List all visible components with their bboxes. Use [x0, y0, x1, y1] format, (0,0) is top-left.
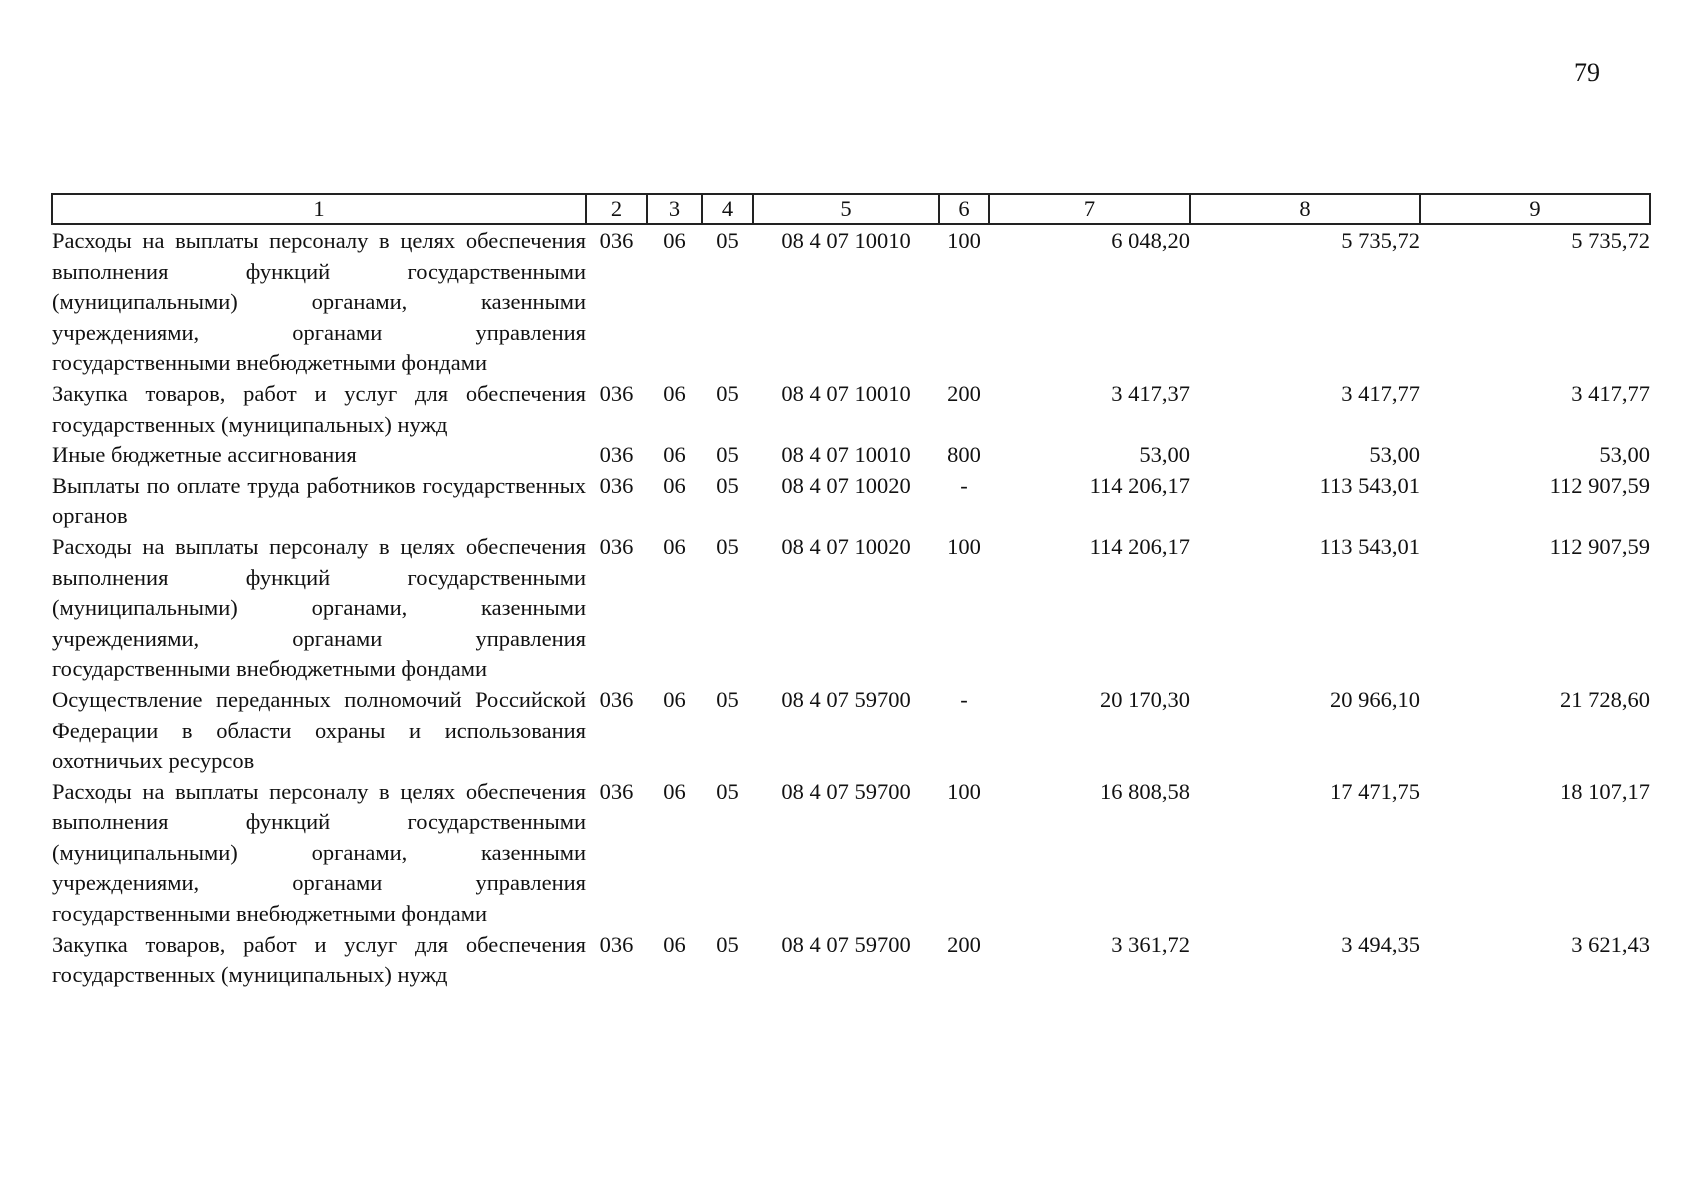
row-rz: 06	[663, 931, 686, 957]
row-description: Расходы на выплаты персоналу в целях обеспечения выполнения функций государственными (муниципальными) органами, казенными учреждениями, органами управления государственными внебюджетными фондами	[52, 778, 586, 927]
table-row	[52, 471, 1650, 532]
row-csr: 08 4 07 59700	[781, 778, 911, 804]
row-grbs: 036	[599, 533, 634, 559]
row-vr: 800	[947, 442, 981, 468]
table-row	[52, 440, 1650, 471]
col-header-9: 9	[1420, 194, 1650, 224]
row-grbs: 036	[599, 686, 634, 712]
row-vr: 200	[947, 380, 981, 406]
row-value-7: 3 417,37	[1111, 380, 1190, 406]
row-value-9: 5 735,72	[1571, 228, 1650, 253]
row-vr: 200	[947, 931, 981, 957]
col-header-6: 6	[939, 194, 989, 224]
row-rz: 06	[663, 472, 686, 498]
table-row	[52, 532, 1650, 685]
row-grbs: 036	[599, 380, 634, 406]
row-pr: 05	[716, 472, 739, 498]
header-row	[52, 194, 1650, 224]
col-header-1: 1	[52, 194, 586, 224]
row-grbs: 036	[599, 228, 634, 253]
page-number: 79	[1574, 58, 1600, 87]
table-row	[52, 685, 1650, 777]
row-value-9: 21 728,60	[1560, 686, 1650, 712]
row-csr: 08 4 07 10010	[781, 380, 911, 406]
row-pr: 05	[716, 533, 739, 559]
row-value-8: 3 417,77	[1341, 380, 1420, 406]
row-value-8: 113 543,01	[1319, 533, 1420, 559]
row-csr: 08 4 07 59700	[781, 931, 911, 957]
budget-table	[51, 193, 1651, 991]
row-description: Расходы на выплаты персоналу в целях обеспечения выполнения функций государственными (муниципальными) органами, казенными учреждениями, органами управления государственными внебюджетными фондами	[52, 228, 586, 376]
table-row	[52, 379, 1650, 440]
row-value-7: 16 808,58	[1100, 778, 1190, 804]
row-rz: 06	[663, 380, 686, 406]
row-description: Выплаты по оплате труда работников государственных органов	[52, 472, 586, 529]
row-csr: 08 4 07 10020	[781, 472, 911, 498]
row-value-7: 3 361,72	[1111, 931, 1190, 957]
row-pr: 05	[716, 380, 739, 406]
col-header-4: 4	[702, 194, 753, 224]
row-description: Осуществление переданных полномочий Российской Федерации в области охраны и использования охотничьих ресурсов	[52, 686, 586, 774]
table-row	[52, 224, 1650, 379]
row-value-9: 18 107,17	[1560, 778, 1650, 804]
row-pr: 05	[716, 686, 739, 712]
row-description: Расходы на выплаты персоналу в целях обеспечения выполнения функций государственными (муниципальными) органами, казенными учреждениями, органами управления государственными внебюджетными фондами	[52, 533, 586, 682]
col-header-7: 7	[989, 194, 1190, 224]
row-pr: 05	[716, 931, 739, 957]
row-value-7: 6 048,20	[1111, 228, 1190, 253]
row-rz: 06	[663, 533, 686, 559]
row-rz: 06	[663, 228, 686, 253]
table-row	[52, 930, 1650, 991]
row-pr: 05	[716, 442, 739, 468]
row-vr: 100	[947, 533, 981, 559]
row-pr: 05	[716, 778, 739, 804]
row-value-7: 114 206,17	[1089, 472, 1190, 498]
row-csr: 08 4 07 10010	[781, 228, 911, 253]
row-value-9: 53,00	[1599, 442, 1650, 468]
col-header-8: 8	[1190, 194, 1420, 224]
row-value-9: 3 621,43	[1571, 931, 1650, 957]
row-vr: -	[960, 472, 968, 498]
row-value-8: 53,00	[1369, 442, 1420, 468]
row-grbs: 036	[599, 442, 634, 468]
row-value-8: 17 471,75	[1330, 778, 1420, 804]
row-value-9: 112 907,59	[1549, 472, 1650, 498]
row-csr: 08 4 07 10010	[781, 442, 911, 468]
row-rz: 06	[663, 778, 686, 804]
row-value-7: 20 170,30	[1100, 686, 1190, 712]
row-value-8: 20 966,10	[1330, 686, 1420, 712]
col-header-3: 3	[647, 194, 702, 224]
table-row	[52, 777, 1650, 930]
row-value-8: 113 543,01	[1319, 472, 1420, 498]
row-csr: 08 4 07 10020	[781, 533, 911, 559]
row-description: Закупка товаров, работ и услуг для обеспечения государственных (муниципальных) нужд	[52, 931, 586, 988]
row-vr: 100	[947, 778, 981, 804]
col-header-5: 5	[753, 194, 939, 224]
row-vr: 100	[947, 228, 981, 253]
col-header-2: 2	[586, 194, 647, 224]
row-csr: 08 4 07 59700	[781, 686, 911, 712]
row-value-8: 5 735,72	[1341, 228, 1420, 253]
row-grbs: 036	[599, 778, 634, 804]
row-description: Иные бюджетные ассигнования	[52, 442, 357, 468]
row-value-7: 114 206,17	[1089, 533, 1190, 559]
row-vr: -	[960, 686, 968, 712]
row-description: Закупка товаров, работ и услуг для обеспечения государственных (муниципальных) нужд	[52, 380, 586, 437]
row-grbs: 036	[599, 472, 634, 498]
row-pr: 05	[716, 228, 739, 253]
row-value-9: 112 907,59	[1549, 533, 1650, 559]
row-rz: 06	[663, 442, 686, 468]
row-grbs: 036	[599, 931, 634, 957]
row-value-9: 3 417,77	[1571, 380, 1650, 406]
row-rz: 06	[663, 686, 686, 712]
row-value-7: 53,00	[1139, 442, 1190, 468]
row-value-8: 3 494,35	[1341, 931, 1420, 957]
